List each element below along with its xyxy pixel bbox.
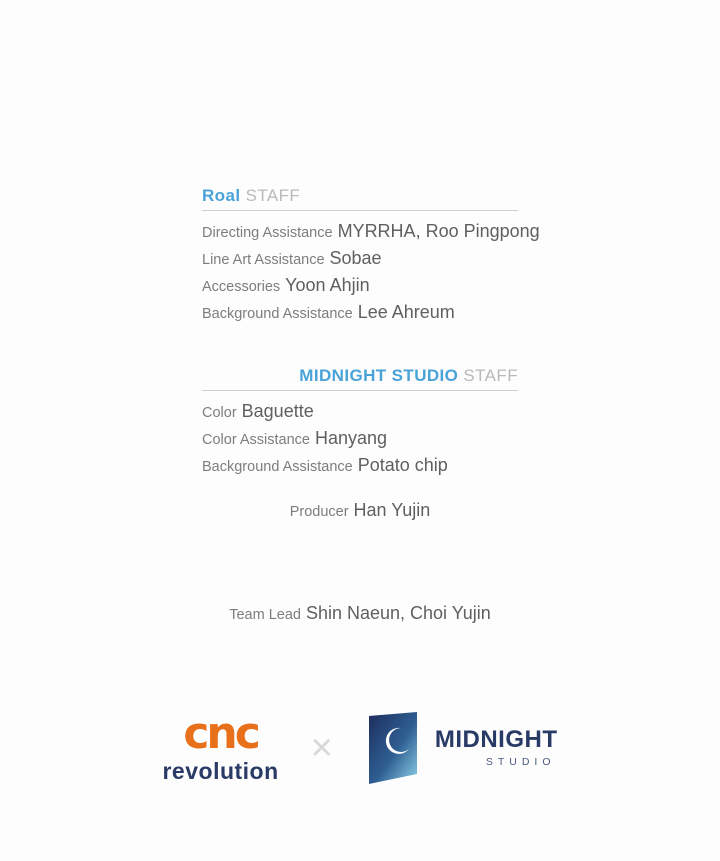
section-header-plain: STAFF: [245, 186, 301, 205]
credit-row: [202, 425, 518, 452]
credit-role: Team Lead: [229, 607, 301, 623]
section-header-accent: MIDNIGHT STUDIO: [299, 366, 459, 385]
section-header-roal: [202, 186, 518, 211]
credit-role: Color Assistance: [202, 432, 310, 448]
credit-name: Hanyang: [315, 428, 388, 448]
credit-name: Shin Naeun, Choi Yujin: [305, 603, 491, 623]
cnc-revolution-logo: [162, 708, 279, 784]
midnight-text-block: [434, 725, 558, 768]
section-spacer: [0, 524, 720, 600]
credit-role: Producer: [289, 504, 349, 520]
credit-row: [202, 398, 518, 425]
cross-icon: ×: [310, 726, 333, 769]
section-spacer: [0, 326, 720, 366]
section-header-accent: Roal: [202, 186, 241, 205]
credit-role: Background Assistance: [202, 306, 353, 322]
midnight-title: MIDNIGHT: [434, 725, 558, 753]
credit-name: Sobae: [329, 248, 382, 268]
credit-name: Potato chip: [357, 455, 448, 475]
credit-role: Directing Assistance: [202, 225, 333, 241]
credit-role: Accessories: [202, 279, 281, 295]
credits-rows-roal: [202, 218, 540, 326]
credits-rows-midnight: [202, 398, 518, 524]
midnight-studio-logo: [365, 712, 558, 784]
credit-row: [202, 299, 518, 326]
credit-row: [202, 272, 518, 299]
cnc-revolution-text: revolution: [162, 758, 279, 784]
credit-name: Baguette: [241, 401, 314, 421]
row-spacer: [202, 479, 518, 497]
credit-name: MYRRHA, Roo Pingpong: [337, 221, 540, 241]
credit-row-producer: [202, 497, 518, 524]
credit-role: Color: [202, 405, 237, 421]
credit-name: Yoon Ahjin: [285, 275, 370, 295]
credit-row-team-lead: [202, 600, 518, 627]
credits-section-roal: [202, 186, 540, 326]
credit-row: [202, 245, 518, 272]
credits-section-midnight: [202, 366, 518, 524]
credit-name: Han Yujin: [353, 500, 431, 520]
credit-role: Background Assistance: [202, 459, 353, 475]
cnc-wordmark: cnc: [183, 708, 258, 759]
section-header-plain: STAFF: [463, 366, 518, 385]
logo-row: [0, 690, 720, 805]
moon-icon: [365, 712, 421, 784]
credit-row: [202, 218, 540, 245]
credits-section-team-lead: [202, 600, 518, 627]
credit-row: [202, 452, 518, 479]
credits-block: [0, 186, 720, 627]
credit-role: Line Art Assistance: [202, 252, 325, 268]
midnight-subtitle: STUDIO: [485, 755, 556, 768]
credit-name: Lee Ahreum: [357, 302, 455, 322]
section-header-midnight: [202, 366, 518, 391]
